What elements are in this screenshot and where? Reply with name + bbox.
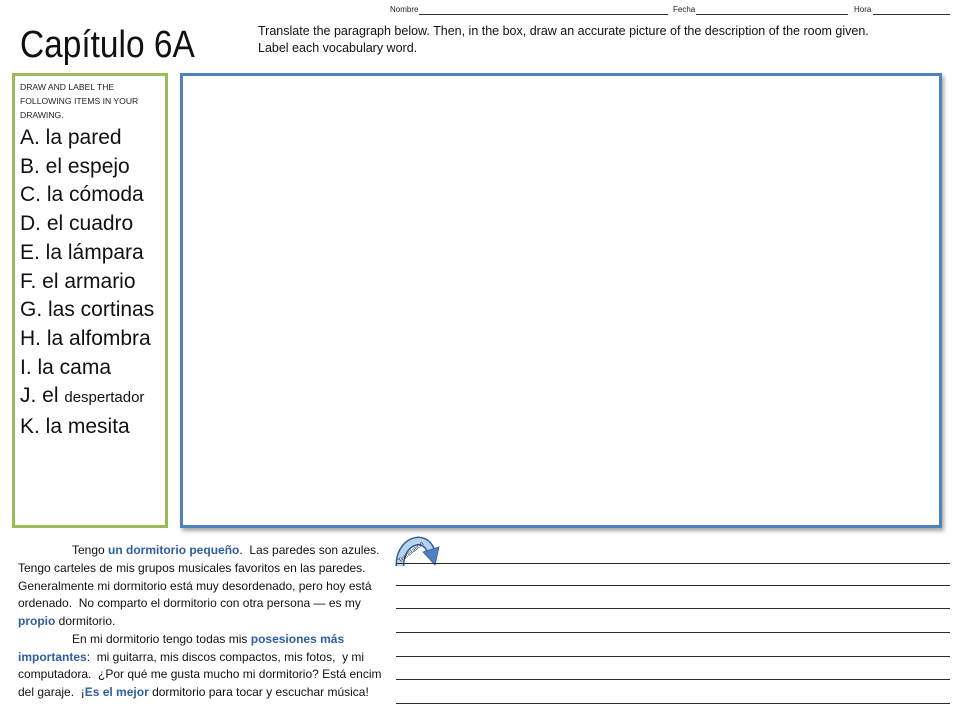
- paragraph-line: [18, 613, 388, 631]
- vocab-panel: [12, 73, 168, 528]
- paragraph-text: del garaje. ¡: [18, 685, 85, 699]
- paragraph-line: [18, 631, 388, 649]
- vocab-item-e: E. la lámpara: [20, 240, 144, 264]
- answer-line[interactable]: [396, 679, 950, 680]
- vocab-item-i: I. la cama: [20, 355, 112, 379]
- paragraph-line: [18, 684, 388, 702]
- paragraph-emphasis: un dormitorio pequeño: [108, 543, 240, 557]
- paragraph-line: [18, 542, 388, 560]
- paragraph-emphasis: Es el mejor: [84, 685, 149, 699]
- paragraph-line: computadora. ¿Por qué me gusta mucho mi dormitorio? Está encim: [18, 667, 382, 682]
- answer-line[interactable]: [396, 563, 950, 564]
- paragraph-line: Generalmente mi dormitorio está muy desordenado, pero hoy está: [18, 578, 372, 593]
- vocab-item-a: A. la pared: [20, 126, 122, 149]
- vocab-item-j-label: J. el: [20, 384, 65, 408]
- vocab-item-b: B. el espejo: [20, 154, 130, 178]
- arrow-label: Translation: [396, 540, 426, 565]
- name-blank[interactable]: [419, 14, 668, 15]
- paragraph-text: Tengo: [72, 543, 109, 557]
- instructions: [258, 23, 869, 57]
- vocab-heading: DRAW AND LABEL THE FOLLOWING ITEMS IN YOUR DRAWING.: [20, 82, 139, 120]
- answer-line[interactable]: [396, 632, 950, 633]
- paragraph-emphasis: posesiones más: [250, 631, 345, 646]
- vocab-item-c: C. la cómoda: [20, 183, 144, 207]
- answer-line[interactable]: [396, 656, 950, 657]
- curved-arrow-icon: [394, 532, 444, 576]
- paragraph-line: Tengo carteles de mis grupos musicales favoritos en las paredes.: [18, 560, 366, 575]
- paragraph-emphasis: propio: [18, 614, 56, 628]
- page-title: Capítulo 6A: [20, 24, 195, 66]
- answer-line[interactable]: [396, 608, 950, 609]
- answer-line[interactable]: [396, 585, 950, 586]
- paragraph-text: : mi guitarra, mis discos compactos, mis fotos, y mi: [86, 649, 365, 664]
- vocab-item-g: G. las cortinas: [20, 298, 155, 322]
- date-label: Fecha: [673, 5, 696, 14]
- paragraph-emphasis: importantes: [18, 649, 87, 664]
- period-label: Hora: [854, 5, 872, 14]
- reading-paragraph: [18, 542, 388, 718]
- vocab-item-j-word: despertador: [64, 389, 145, 407]
- paragraph-line: [18, 649, 388, 667]
- vocab-item-h: H. la alfombra: [20, 326, 151, 350]
- paragraph-text: dormitorio para tocar y escuchar música!: [148, 685, 369, 699]
- paragraph-line: ordenado. No comparto el dormitorio con otra persona — es my: [18, 596, 361, 611]
- paragraph-text: . Las paredes son azules.: [239, 543, 380, 557]
- period-blank[interactable]: [873, 14, 950, 15]
- vocab-item-k: K. la mesita: [20, 415, 130, 439]
- date-blank[interactable]: [696, 14, 848, 15]
- drawing-box[interactable]: [180, 73, 942, 528]
- name-label: Nombre: [390, 5, 419, 14]
- paragraph-text: En mi dormitorio tengo todas mis: [72, 631, 251, 646]
- answer-line[interactable]: [396, 703, 950, 704]
- vocab-item-j: [20, 382, 162, 413]
- instructions-line-2: Label each vocabulary word.: [258, 41, 418, 55]
- instructions-line-1: Translate the paragraph below. Then, in the box, draw an accurate picture of the description of the room given.: [258, 24, 869, 38]
- paragraph-text: dormitorio.: [55, 614, 116, 628]
- vocab-item-f: F. el armario: [20, 269, 136, 293]
- vocab-item-d: D. el cuadro: [20, 212, 134, 236]
- vocab-list: [20, 124, 162, 442]
